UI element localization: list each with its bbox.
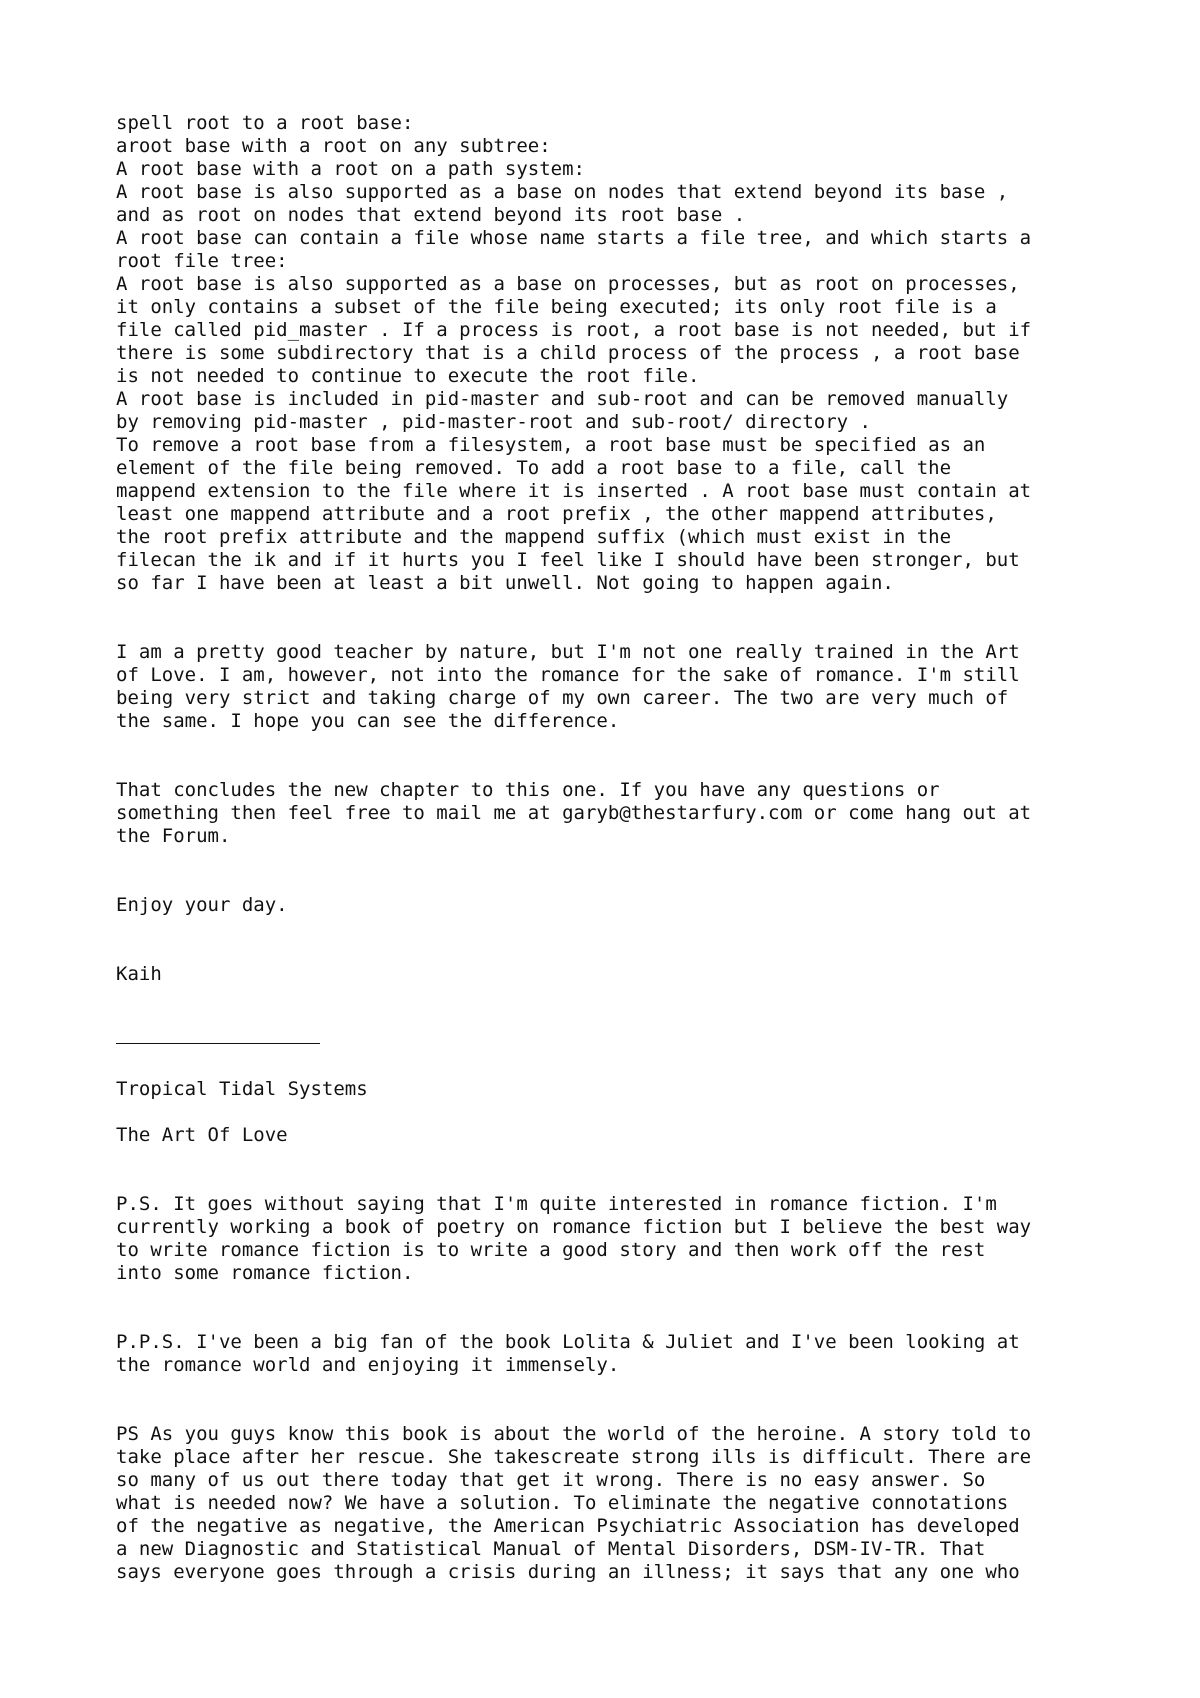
- paragraph-gap: [116, 1377, 1116, 1423]
- text-line: A root base can contain a file whose name starts a file tree, and which starts a: [116, 227, 1032, 249]
- text-line: what is needed now? We have a solution. To eliminate the negative connotations: [116, 1492, 1009, 1514]
- text-line: being very strict and taking charge of my own career. The two are very much of: [116, 687, 1009, 709]
- text-line: A root base with a root on a path system:: [116, 158, 585, 180]
- text-line: file called pid_master . If a process is root, a root base is not needed, but if: [116, 319, 1032, 341]
- text-line: there is some subdirectory that is a child process of the process , a root base: [116, 342, 1020, 364]
- text-line: currently working a book of poetry on romance fiction but I believe the best way: [116, 1216, 1032, 1238]
- text-line: mappend extension to the file where it is inserted . A root base must contain at: [116, 480, 1032, 502]
- pps-paragraph: [116, 1331, 1116, 1377]
- text-line: least one mappend attribute and a root prefix , the other mappend attributes,: [116, 503, 997, 525]
- text-line: filecan the ik and if it hurts you I feel like I should have been stronger, but: [116, 549, 1020, 571]
- text-line: of Love. I am, however, not into the romance for the sake of romance. I'm still: [116, 664, 1020, 686]
- document-page: [116, 112, 1116, 1584]
- intro-paragraph: [116, 112, 1116, 595]
- text-line: by removing pid-master , pid-master-root and sub-root/ directory .: [116, 411, 871, 433]
- signature-text: Kaih: [116, 963, 162, 985]
- text-line: spell root to a root base:: [116, 112, 414, 134]
- teacher-paragraph: [116, 641, 1116, 733]
- text-line: I am a pretty good teacher by nature, but I'm not one really trained in the Art: [116, 641, 1020, 663]
- paragraph-gap: [116, 733, 1116, 779]
- text-line: A root base is included in pid-master and sub-root and can be removed manually: [116, 388, 1009, 410]
- text-line: P.S. It goes without saying that I'm quite interested in romance fiction. I'm: [116, 1193, 997, 1215]
- separator-rule: [116, 1043, 320, 1044]
- text-line: To remove a root base from a filesystem, a root base must be specified as an: [116, 434, 986, 456]
- text-line: P.P.S. I've been a big fan of the book Lolita & Juliet and I've been looking at: [116, 1331, 1020, 1353]
- text-line: and as root on nodes that extend beyond its root base .: [116, 204, 746, 226]
- text-line: the Forum.: [116, 825, 231, 847]
- text-line: the same. I hope you can see the difference.: [116, 710, 620, 732]
- text-line: A root base is also supported as a base on nodes that extend beyond its base ,: [116, 181, 1009, 203]
- paragraph-gap: [116, 595, 1116, 641]
- series-title: Tropical Tidal Systems: [116, 1078, 368, 1100]
- paragraph-gap: [116, 1101, 1116, 1124]
- paragraph-gap: [116, 1055, 1116, 1078]
- book-title: The Art Of Love: [116, 1124, 288, 1146]
- text-line: it only contains a subset of the file being executed; its only root file is a: [116, 296, 997, 318]
- ps2-paragraph: [116, 1423, 1116, 1584]
- text-line: That concludes the new chapter to this one. If you have any questions or: [116, 779, 940, 801]
- paragraph-gap: [116, 986, 1116, 1009]
- text-line: a new Diagnostic and Statistical Manual of Mental Disorders, DSM-IV-TR. That: [116, 1538, 986, 1560]
- text-line: the root prefix attribute and the mappend suffix (which must exist in the: [116, 526, 952, 548]
- text-line: A root base is also supported as a base on processes, but as root on processes,: [116, 273, 1020, 295]
- paragraph-gap: [116, 1285, 1116, 1331]
- text-line: is not needed to continue to execute the root file.: [116, 365, 700, 387]
- paragraph-gap: [116, 917, 1116, 963]
- text-line: the romance world and enjoying it immensely.: [116, 1354, 620, 1376]
- farewell-text: Enjoy your day.: [116, 894, 288, 916]
- text-line: into some romance fiction.: [116, 1262, 414, 1284]
- text-line: to write romance fiction is to write a good story and then work off the rest: [116, 1239, 986, 1261]
- text-line: something then feel free to mail me at garyb@thestarfury.com or come hang out at: [116, 802, 1032, 824]
- conclusion-paragraph: [116, 779, 1116, 848]
- ps-paragraph: [116, 1193, 1116, 1285]
- text-line: element of the file being removed. To add a root base to a file, call the: [116, 457, 952, 479]
- paragraph-gap: [116, 1009, 1116, 1032]
- text-line: aroot base with a root on any subtree:: [116, 135, 551, 157]
- text-line: of the negative as negative, the American Psychiatric Association has developed: [116, 1515, 1020, 1537]
- text-line: so many of us out there today that get it wrong. There is no easy answer. So: [116, 1469, 986, 1491]
- paragraph-gap: [116, 1147, 1116, 1193]
- text-line: root file tree:: [116, 250, 288, 272]
- paragraph-gap: [116, 848, 1116, 894]
- text-line: take place after her rescue. She takescreate strong ills is difficult. There are: [116, 1446, 1032, 1468]
- text-line: says everyone goes through a crisis during an illness; it says that any one who: [116, 1561, 1020, 1583]
- text-line: so far I have been at least a bit unwell. Not going to happen again.: [116, 572, 894, 594]
- text-line: PS As you guys know this book is about the world of the heroine. A story told to: [116, 1423, 1032, 1445]
